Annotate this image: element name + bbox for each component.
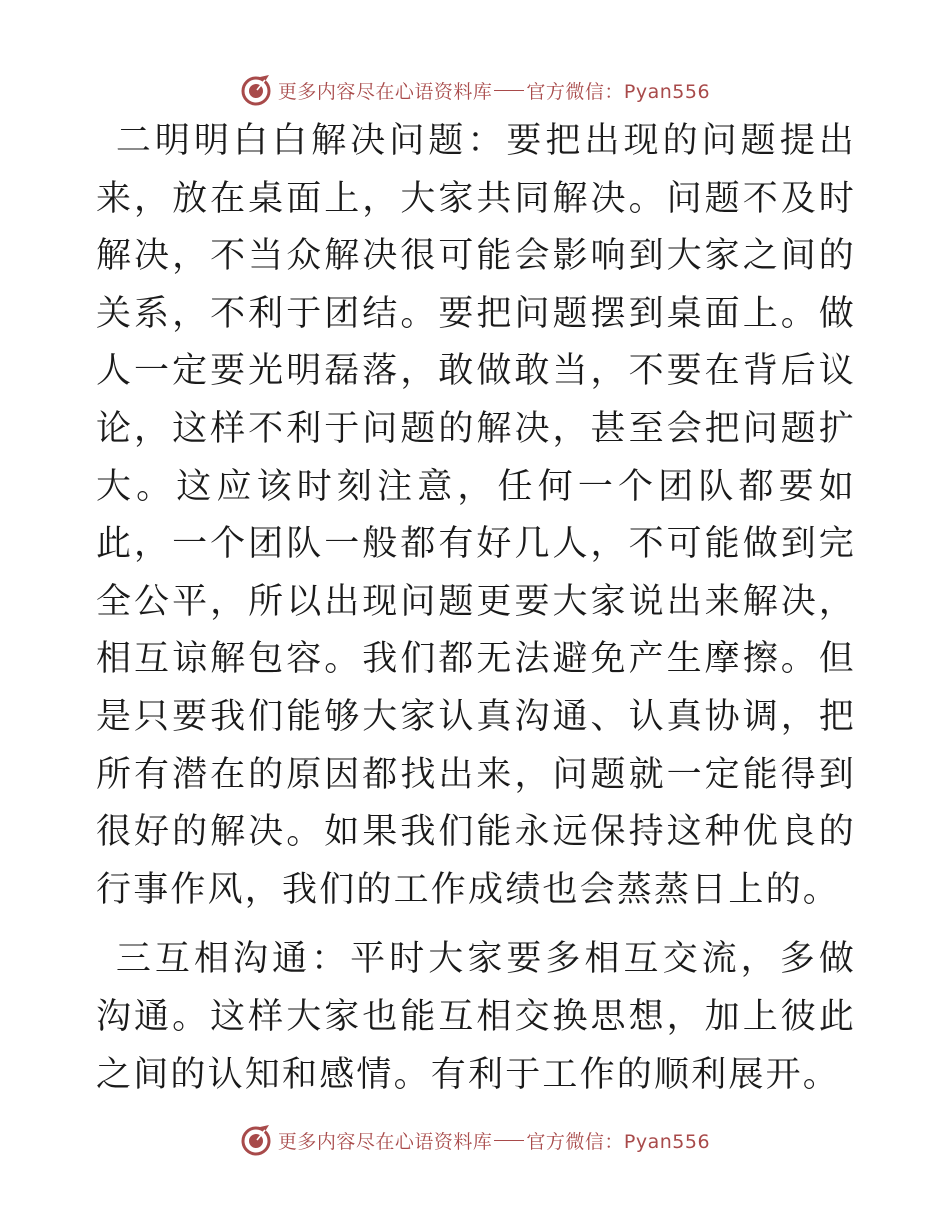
document-body [96,113,856,1104]
banner-wechat: 官方微信：Pyan556 [526,1130,711,1153]
paragraph-text: 三互相沟通：平时大家要多相互交流，多做沟通。这样大家也能互相交换思想，加上彼此之间的认知和感情。有利于工作的顺利展开。 [96,939,856,1095]
header-banner [0,70,950,110]
banner-wechat: 官方微信：Pyan556 [526,80,711,103]
banner-divider [494,1140,524,1141]
paragraph-text: 二明明白白解决问题：要把出现的问题提出来，放在桌面上，大家共同解决。问题不及时解决，不当众解决很可能会影响到大家之间的关系，不利于团结。要把问题摆到桌面上。做人一定要光明磊落，敢做敢当，不要在背后议论，这样不利于问题的解决，甚至会把问题扩大。这应该时刻注意，任何一个团队都要如此，一个团队一般都有好几人，不可能做到完全公平，所以出现问题更要大家说出来解决，相互谅解包容。我们都无法避免产生摩擦。但是只要我们能够大家认真沟通、认真协调，把所有潜在的原因都找出来，问题就一定能得到很好的解决。如果我们能永远保持这种优良的行事作风，我们的工作成绩也会蒸蒸日上的。 [96,121,856,910]
quill-logo-icon [240,1124,272,1156]
banner-title: 更多内容尽在心语资料库 [277,1130,493,1153]
footer-banner [0,1120,950,1160]
paragraph-communicate [96,931,856,1104]
paragraph-resolve-problems [96,113,856,919]
banner-divider [494,90,524,91]
quill-logo-icon [240,74,272,106]
banner-title: 更多内容尽在心语资料库 [277,80,493,103]
